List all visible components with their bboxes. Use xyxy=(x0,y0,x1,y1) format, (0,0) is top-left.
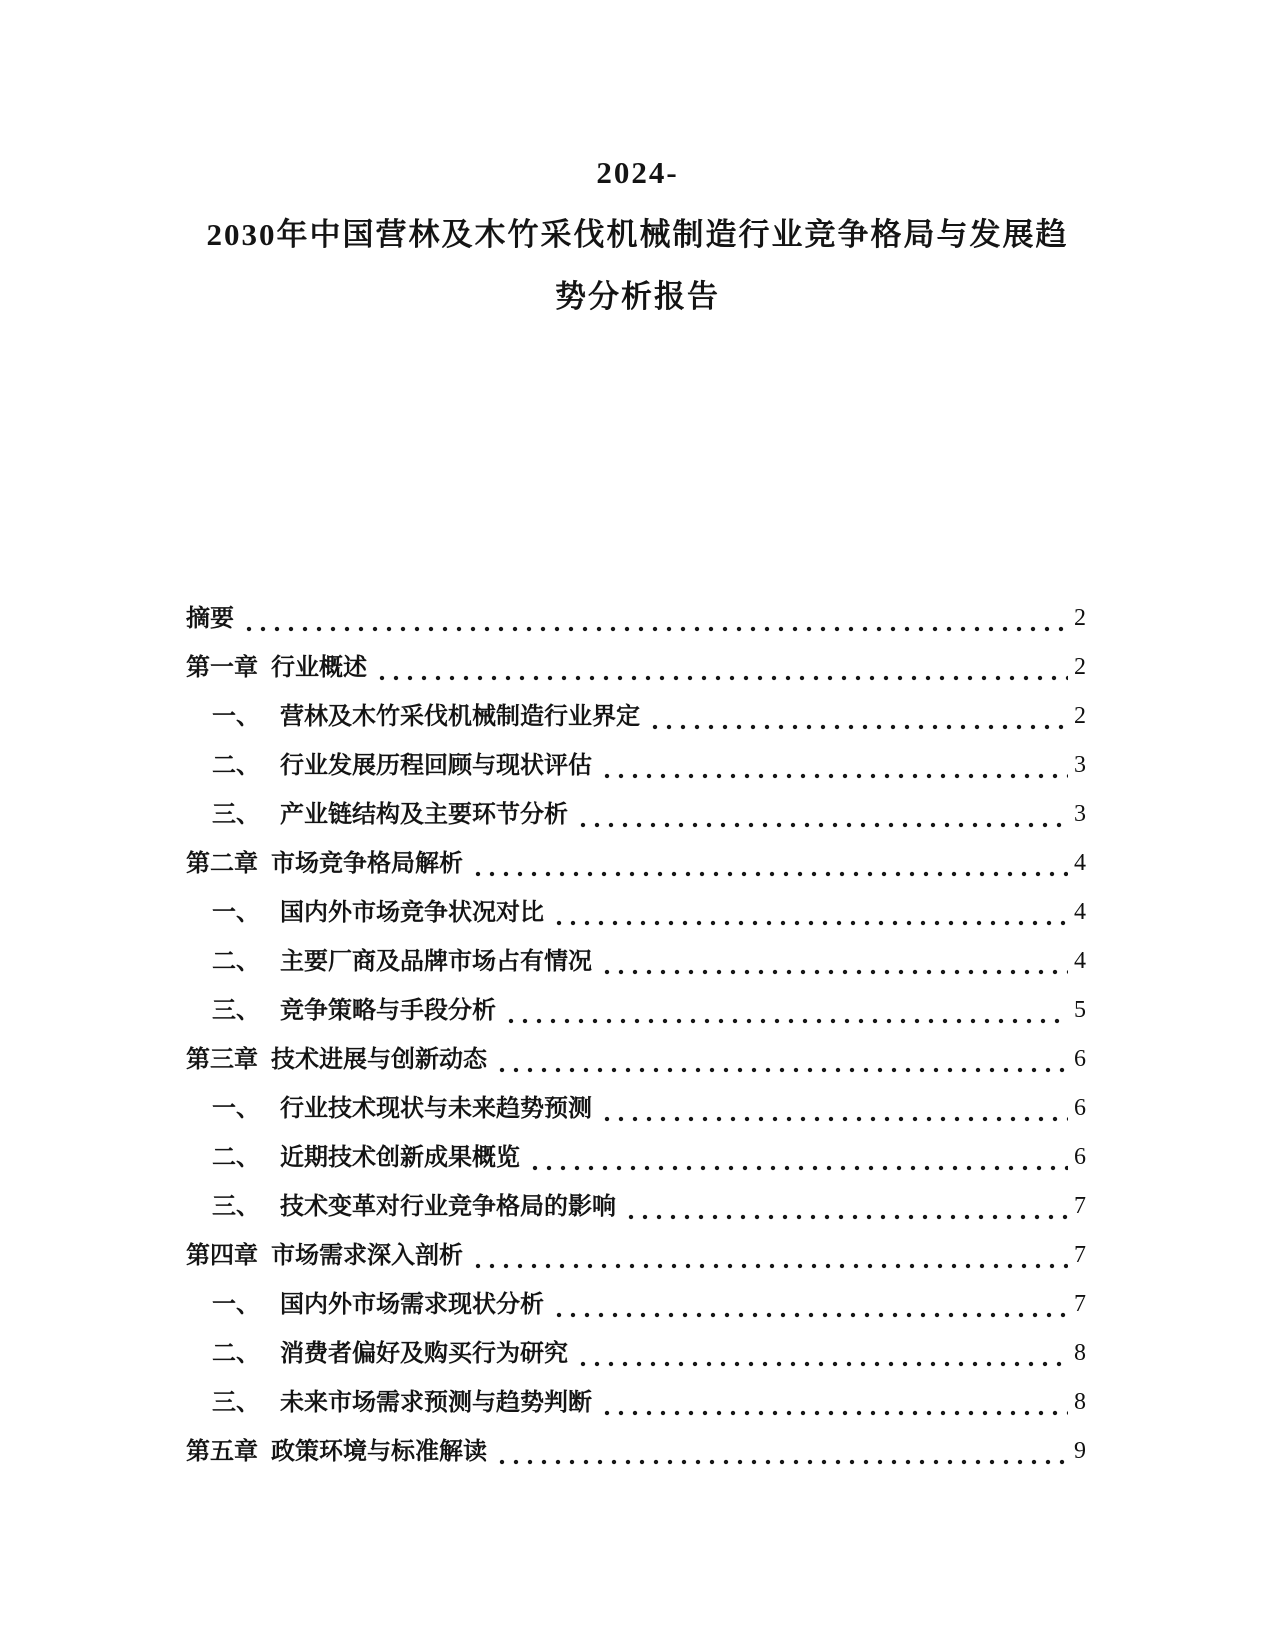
toc-row[interactable] xyxy=(186,1084,1086,1133)
toc-entry-page: 6 xyxy=(1074,1144,1086,1170)
dot-leader xyxy=(576,1329,1068,1378)
dot-leader xyxy=(471,1231,1068,1280)
dot-leader xyxy=(504,986,1068,1035)
toc-entry-number: 二、 xyxy=(212,948,260,975)
dot-leader xyxy=(576,790,1068,839)
toc-entry-number: 第一章 xyxy=(186,654,258,681)
table-of-contents xyxy=(186,594,1086,1476)
toc-entry-number: 二、 xyxy=(212,1144,260,1171)
toc-entry-page: 3 xyxy=(1074,752,1086,778)
dot-leader xyxy=(495,1035,1068,1084)
toc-entry-page: 4 xyxy=(1074,948,1086,974)
dot-leader xyxy=(600,937,1068,986)
toc-entry-title: 技术进展与创新动态 xyxy=(271,1046,487,1073)
toc-row[interactable] xyxy=(186,1231,1086,1280)
dot-leader xyxy=(600,1084,1068,1133)
toc-entry-title: 技术变革对行业竞争格局的影响 xyxy=(280,1193,616,1220)
toc-entry-number: 第二章 xyxy=(186,850,258,877)
toc-entry-page: 7 xyxy=(1074,1242,1086,1268)
toc-entry-number: 第五章 xyxy=(186,1438,258,1465)
toc-entry-number: 三、 xyxy=(212,801,260,828)
toc-row[interactable] xyxy=(186,692,1086,741)
dot-leader xyxy=(600,741,1068,790)
toc-row[interactable] xyxy=(186,790,1086,839)
toc-entry-page: 2 xyxy=(1074,703,1086,729)
toc-entry-page: 8 xyxy=(1074,1340,1086,1366)
toc-row[interactable] xyxy=(186,1133,1086,1182)
toc-entry-number: 一、 xyxy=(212,1291,260,1318)
toc-row[interactable] xyxy=(186,741,1086,790)
toc-row[interactable] xyxy=(186,643,1086,692)
report-title-line: 2030年中国营林及木竹采伐机械制造行业竞争格局与发展趋 xyxy=(206,217,1069,252)
toc-entry-title: 行业发展历程回顾与现状评估 xyxy=(280,752,592,779)
toc-row[interactable] xyxy=(186,839,1086,888)
dot-leader xyxy=(471,839,1068,888)
dot-leader xyxy=(528,1133,1068,1182)
toc-entry-page: 3 xyxy=(1074,801,1086,827)
toc-entry-title: 市场竞争格局解析 xyxy=(271,850,463,877)
toc-row[interactable] xyxy=(186,1378,1086,1427)
dot-leader xyxy=(375,643,1068,692)
toc-entry-title: 竞争策略与手段分析 xyxy=(280,997,496,1024)
toc-entry-title: 政策环境与标准解读 xyxy=(271,1438,487,1465)
toc-entry-title: 近期技术创新成果概览 xyxy=(280,1144,520,1171)
toc-entry-page: 7 xyxy=(1074,1291,1086,1317)
toc-entry-number: 三、 xyxy=(212,1193,260,1220)
toc-entry-page: 2 xyxy=(1074,605,1086,631)
toc-entry-number: 三、 xyxy=(212,1389,260,1416)
toc-entry-title: 国内外市场需求现状分析 xyxy=(280,1291,544,1318)
toc-entry-page: 6 xyxy=(1074,1046,1086,1072)
toc-entry-title: 行业技术现状与未来趋势预测 xyxy=(280,1095,592,1122)
toc-row[interactable] xyxy=(186,986,1086,1035)
toc-row[interactable] xyxy=(186,1280,1086,1329)
toc-entry-title: 摘要 xyxy=(186,605,234,632)
toc-entry-number: 三、 xyxy=(212,997,260,1024)
toc-row[interactable] xyxy=(186,1329,1086,1378)
toc-entry-page: 7 xyxy=(1074,1193,1086,1219)
report-title-line: 势分析报告 xyxy=(555,279,720,314)
dot-leader xyxy=(242,594,1068,643)
toc-entry-page: 9 xyxy=(1074,1438,1086,1464)
toc-entry-number: 第四章 xyxy=(186,1242,258,1269)
dot-leader xyxy=(624,1182,1068,1231)
dot-leader xyxy=(600,1378,1068,1427)
toc-row[interactable] xyxy=(186,1427,1086,1476)
toc-entry-page: 4 xyxy=(1074,899,1086,925)
toc-row[interactable] xyxy=(186,888,1086,937)
toc-entry-page: 5 xyxy=(1074,997,1086,1023)
dot-leader xyxy=(495,1427,1068,1476)
toc-entry-title: 行业概述 xyxy=(271,654,367,681)
toc-entry-title: 市场需求深入剖析 xyxy=(271,1242,463,1269)
report-title-line: 2024- xyxy=(596,155,679,190)
toc-entry-number: 一、 xyxy=(212,703,260,730)
toc-entry-title: 主要厂商及品牌市场占有情况 xyxy=(280,948,592,975)
toc-entry-page: 2 xyxy=(1074,654,1086,680)
toc-row[interactable] xyxy=(186,937,1086,986)
toc-entry-title: 未来市场需求预测与趋势判断 xyxy=(280,1389,592,1416)
toc-row[interactable] xyxy=(186,1035,1086,1084)
toc-row[interactable] xyxy=(186,594,1086,643)
toc-row[interactable] xyxy=(186,1182,1086,1231)
toc-entry-number: 第三章 xyxy=(186,1046,258,1073)
dot-leader xyxy=(552,1280,1068,1329)
toc-entry-title: 产业链结构及主要环节分析 xyxy=(280,801,568,828)
toc-entry-page: 6 xyxy=(1074,1095,1086,1121)
toc-entry-number: 二、 xyxy=(212,1340,260,1367)
toc-entry-title: 营林及木竹采伐机械制造行业界定 xyxy=(280,703,640,730)
toc-entry-number: 一、 xyxy=(212,899,260,926)
toc-entry-page: 8 xyxy=(1074,1389,1086,1415)
toc-entry-title: 消费者偏好及购买行为研究 xyxy=(280,1340,568,1367)
toc-entry-title: 国内外市场竞争状况对比 xyxy=(280,899,544,926)
toc-entry-number: 二、 xyxy=(212,752,260,779)
report-title xyxy=(0,0,1275,328)
toc-entry-page: 4 xyxy=(1074,850,1086,876)
dot-leader xyxy=(552,888,1068,937)
toc-entry-number: 一、 xyxy=(212,1095,260,1122)
dot-leader xyxy=(648,692,1068,741)
